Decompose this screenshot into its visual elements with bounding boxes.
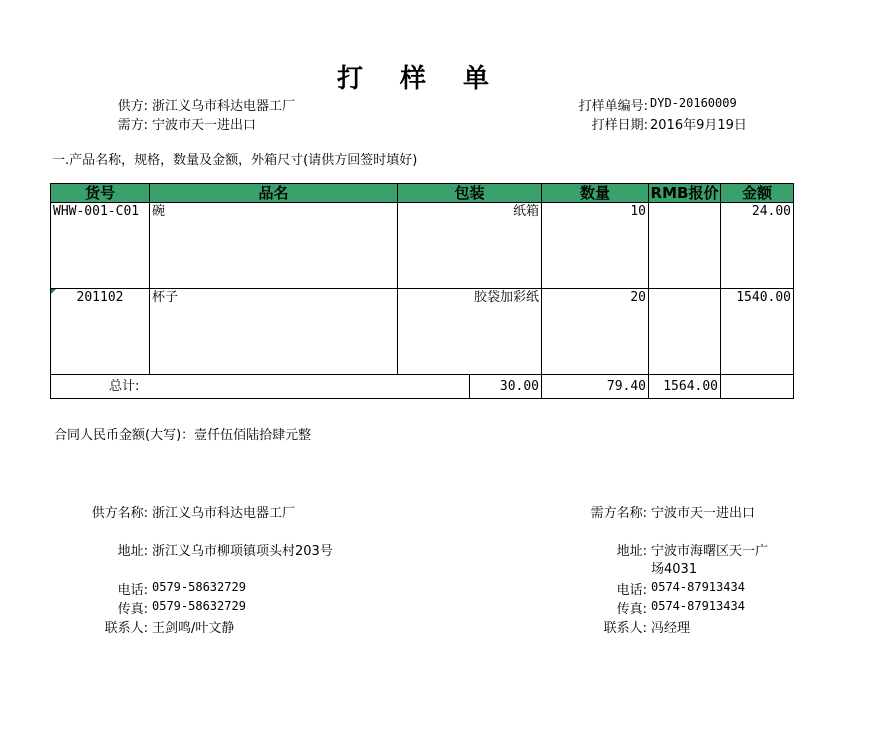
buyer-address-value-line1: 宁波市海曙区天一广 xyxy=(651,544,769,559)
supplier-contact-label: 联系人: xyxy=(104,621,148,636)
cell-rmb-price xyxy=(649,289,721,375)
order-no-value: DYD-20160009 xyxy=(650,96,737,110)
cell-name: 杯子 xyxy=(150,289,398,375)
order-date-value: 2016年9月19日 xyxy=(650,118,747,133)
buyer-fax-label: 传真: xyxy=(616,602,647,617)
table-row xyxy=(51,289,794,375)
col-header-amount: 金额 xyxy=(721,184,794,203)
buyer-address-label: 地址: xyxy=(616,544,647,559)
table-total-row xyxy=(51,375,794,399)
buyer-name-value: 宁波市天一进出口 xyxy=(651,506,756,521)
supplier-fax-label: 传真: xyxy=(117,602,148,617)
total-amount xyxy=(721,375,794,399)
col-header-rmb-price: RMB报价 xyxy=(649,184,721,203)
col-header-name: 品名 xyxy=(150,184,398,203)
supplier-name-value: 浙江义乌市科达电器工厂 xyxy=(152,506,296,521)
cell-name: 碗 xyxy=(150,203,398,289)
cell-item-no xyxy=(51,289,150,375)
supplier-phone-label: 电话: xyxy=(117,583,148,598)
order-no-label: 打样单编号: xyxy=(578,99,648,114)
supplier-value: 浙江义乌市科达电器工厂 xyxy=(152,99,296,114)
order-date-label: 打样日期: xyxy=(591,118,648,133)
supplier-label: 供方: xyxy=(117,99,148,114)
col-header-quantity: 数量 xyxy=(542,184,649,203)
supplier-address-value: 浙江义乌市柳项镇项头村203号 xyxy=(152,544,333,559)
buyer-contact-label: 联系人: xyxy=(603,621,647,636)
cell-quantity: 20 xyxy=(542,289,649,375)
table-row xyxy=(51,203,794,289)
cell-packing: 胶袋加彩纸 xyxy=(398,289,542,375)
cell-item-no-text: 201102 xyxy=(76,290,124,305)
total-label: 总计: xyxy=(51,375,470,399)
buyer-fax-value: 0574-87913434 xyxy=(651,599,745,613)
buyer-contact-value: 冯经理 xyxy=(651,621,691,636)
cell-comment-marker xyxy=(51,289,56,294)
total-quantity: 79.40 xyxy=(542,375,649,399)
table-header-row xyxy=(51,184,794,203)
section-heading: 一.产品名称，规格，数量及金额，外箱尺寸(请供方回签时填好) xyxy=(52,153,418,168)
buyer-phone-label: 电话: xyxy=(616,583,647,598)
document-title: 打 样 单 xyxy=(336,64,504,94)
cell-item-no: WHW-001-C01 xyxy=(51,203,150,289)
cell-amount: 24.00 xyxy=(721,203,794,289)
buyer-value: 宁波市天一进出口 xyxy=(152,118,257,133)
total-price: 1564.00 xyxy=(649,375,721,399)
col-header-item-no: 货号 xyxy=(51,184,150,203)
cell-packing: 纸箱 xyxy=(398,203,542,289)
supplier-address-label: 地址: xyxy=(117,544,148,559)
cell-rmb-price xyxy=(649,203,721,289)
supplier-name-label: 供方名称: xyxy=(91,506,148,521)
amount-in-words: 合同人民币金额(大写)：壹仟伍佰陆拾肆元整 xyxy=(54,428,312,443)
supplier-fax-value: 0579-58632729 xyxy=(152,599,246,613)
col-header-packing: 包装 xyxy=(398,184,542,203)
buyer-label: 需方: xyxy=(117,118,148,133)
buyer-name-label: 需方名称: xyxy=(590,506,647,521)
supplier-phone-value: 0579-58632729 xyxy=(152,580,246,594)
cell-amount: 1540.00 xyxy=(721,289,794,375)
buyer-phone-value: 0574-87913434 xyxy=(651,580,745,594)
cell-quantity: 10 xyxy=(542,203,649,289)
total-packing: 30.00 xyxy=(470,375,542,399)
buyer-address-value-line2: 场4031 xyxy=(651,562,698,577)
product-table xyxy=(50,183,794,399)
supplier-contact-value: 王剑鸣/叶文静 xyxy=(152,621,235,636)
